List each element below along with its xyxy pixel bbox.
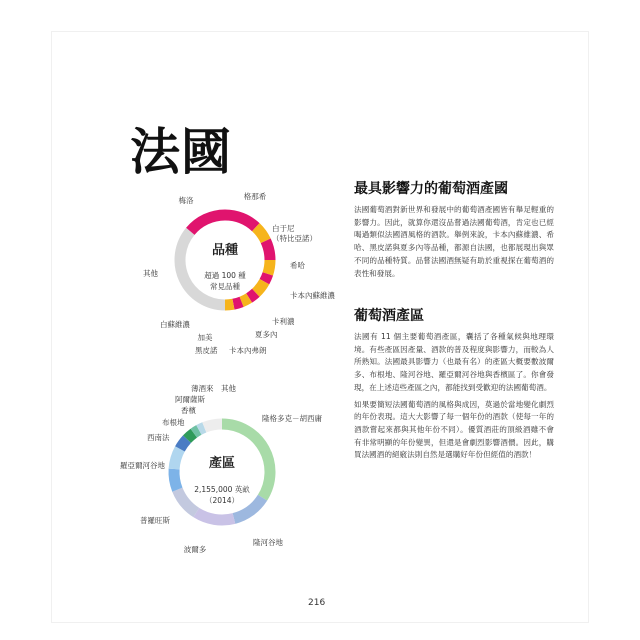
slice-label: 隆格多克－胡西庸 — [262, 414, 322, 423]
slice-label: 香檳 — [181, 406, 196, 415]
varieties-chart-title: 品種 — [211, 243, 239, 258]
section-paragraph: 如果要簡短法國葡萄酒的風格與成因，莫過於當地變化劇烈的年份表現。這大大影響了每一個年份的酒款（使每一年的酒款嘗起來都與其他年份不同）。優質酒莊的頂級酒雖不會有非常明顯的年份變異，但還是會劇烈影響酒價。因此，購買法國酒的絕竅法則自然是選購好年份但經值的酒款！ — [354, 399, 554, 460]
varieties-chart-subtitle: 超過 100 種 — [204, 271, 246, 280]
slice-label: 白蘇維濃 — [160, 320, 190, 329]
slice-label: 薄酒來 — [191, 384, 214, 393]
donut-slice — [194, 430, 199, 433]
regions-chart-title: 產區 — [208, 456, 236, 471]
slice-label: 白于尼（特比亞諾） — [272, 224, 317, 243]
slice-label: 格那希 — [243, 192, 267, 201]
slice-label: 波爾多 — [183, 545, 207, 554]
section-influence — [354, 178, 554, 284]
donut-slice — [196, 513, 234, 520]
slice-label: 其他 — [143, 269, 158, 278]
slice-label: 梅洛 — [178, 196, 194, 205]
regions-chart-subtitle2: （2014） — [204, 496, 240, 505]
donut-slice — [187, 433, 194, 439]
slice-label: 夏多內 — [255, 330, 278, 339]
donut-slice — [204, 424, 222, 427]
slice-label: 布根地 — [162, 418, 185, 427]
slice-label: 其他 — [221, 384, 236, 393]
donut-slice — [174, 449, 180, 469]
slice-label: 普羅旺斯 — [140, 516, 170, 525]
slice-label: 加美 — [197, 333, 213, 342]
slice-label: 阿爾薩斯 — [175, 395, 205, 404]
slice-label: 西南法 — [147, 433, 170, 442]
donut-slice — [199, 427, 204, 430]
slice-label: 卡利濃 — [272, 317, 295, 326]
section-heading: 最具影響力的葡萄酒產國 — [354, 181, 508, 197]
section-paragraph: 法國有 11 個主要葡萄酒產區，囊括了各種氣候與地理環境。有些產區因產量、酒款的普及程度與影響力，而較為人所熟知。法國最具影響力（也最有名）的產區大概要數波爾多、布根地、隆河谷地、羅亞爾河谷地與香檳區了。你會發現，在上述這些產區之內，都能找到受歡迎的法國葡萄酒。 — [354, 332, 554, 392]
slice-label: 卡本內弗朗 — [229, 346, 267, 355]
page-number: 216 — [308, 598, 326, 608]
section-paragraph: 法國葡萄酒對新世界和發展中的葡萄酒產國皆有舉足輕重的影響力。因此，就算你還沒品嘗過法國葡萄酒，肯定也已經喝過類似法國酒風格的酒款。舉例來說，卡本內蘇維濃、希哈、黑皮諾與夏多內等品種，都源自法國，也都展現出與眾不同的品種特質。品嘗法國酒無疑有助於重視探在葡萄酒的表性和發展。 — [354, 205, 554, 278]
donut-slice — [180, 439, 187, 449]
section-heading: 葡萄酒產區 — [354, 308, 424, 324]
slice-label: 羅亞爾河谷地 — [120, 461, 165, 470]
slice-label: 隆河谷地 — [253, 538, 283, 547]
page-title: 法國 — [130, 122, 232, 181]
regions-chart-subtitle: 2,155,000 英畝 — [194, 485, 250, 494]
section-regions — [354, 305, 554, 466]
slice-label: 黑皮諾 — [195, 346, 218, 355]
slice-label: 希哈 — [290, 261, 305, 270]
slice-label: 卡本內蘇維濃 — [290, 291, 335, 300]
donut-slice — [174, 469, 177, 490]
varieties-chart-subtitle2: 常見品種 — [210, 282, 240, 291]
